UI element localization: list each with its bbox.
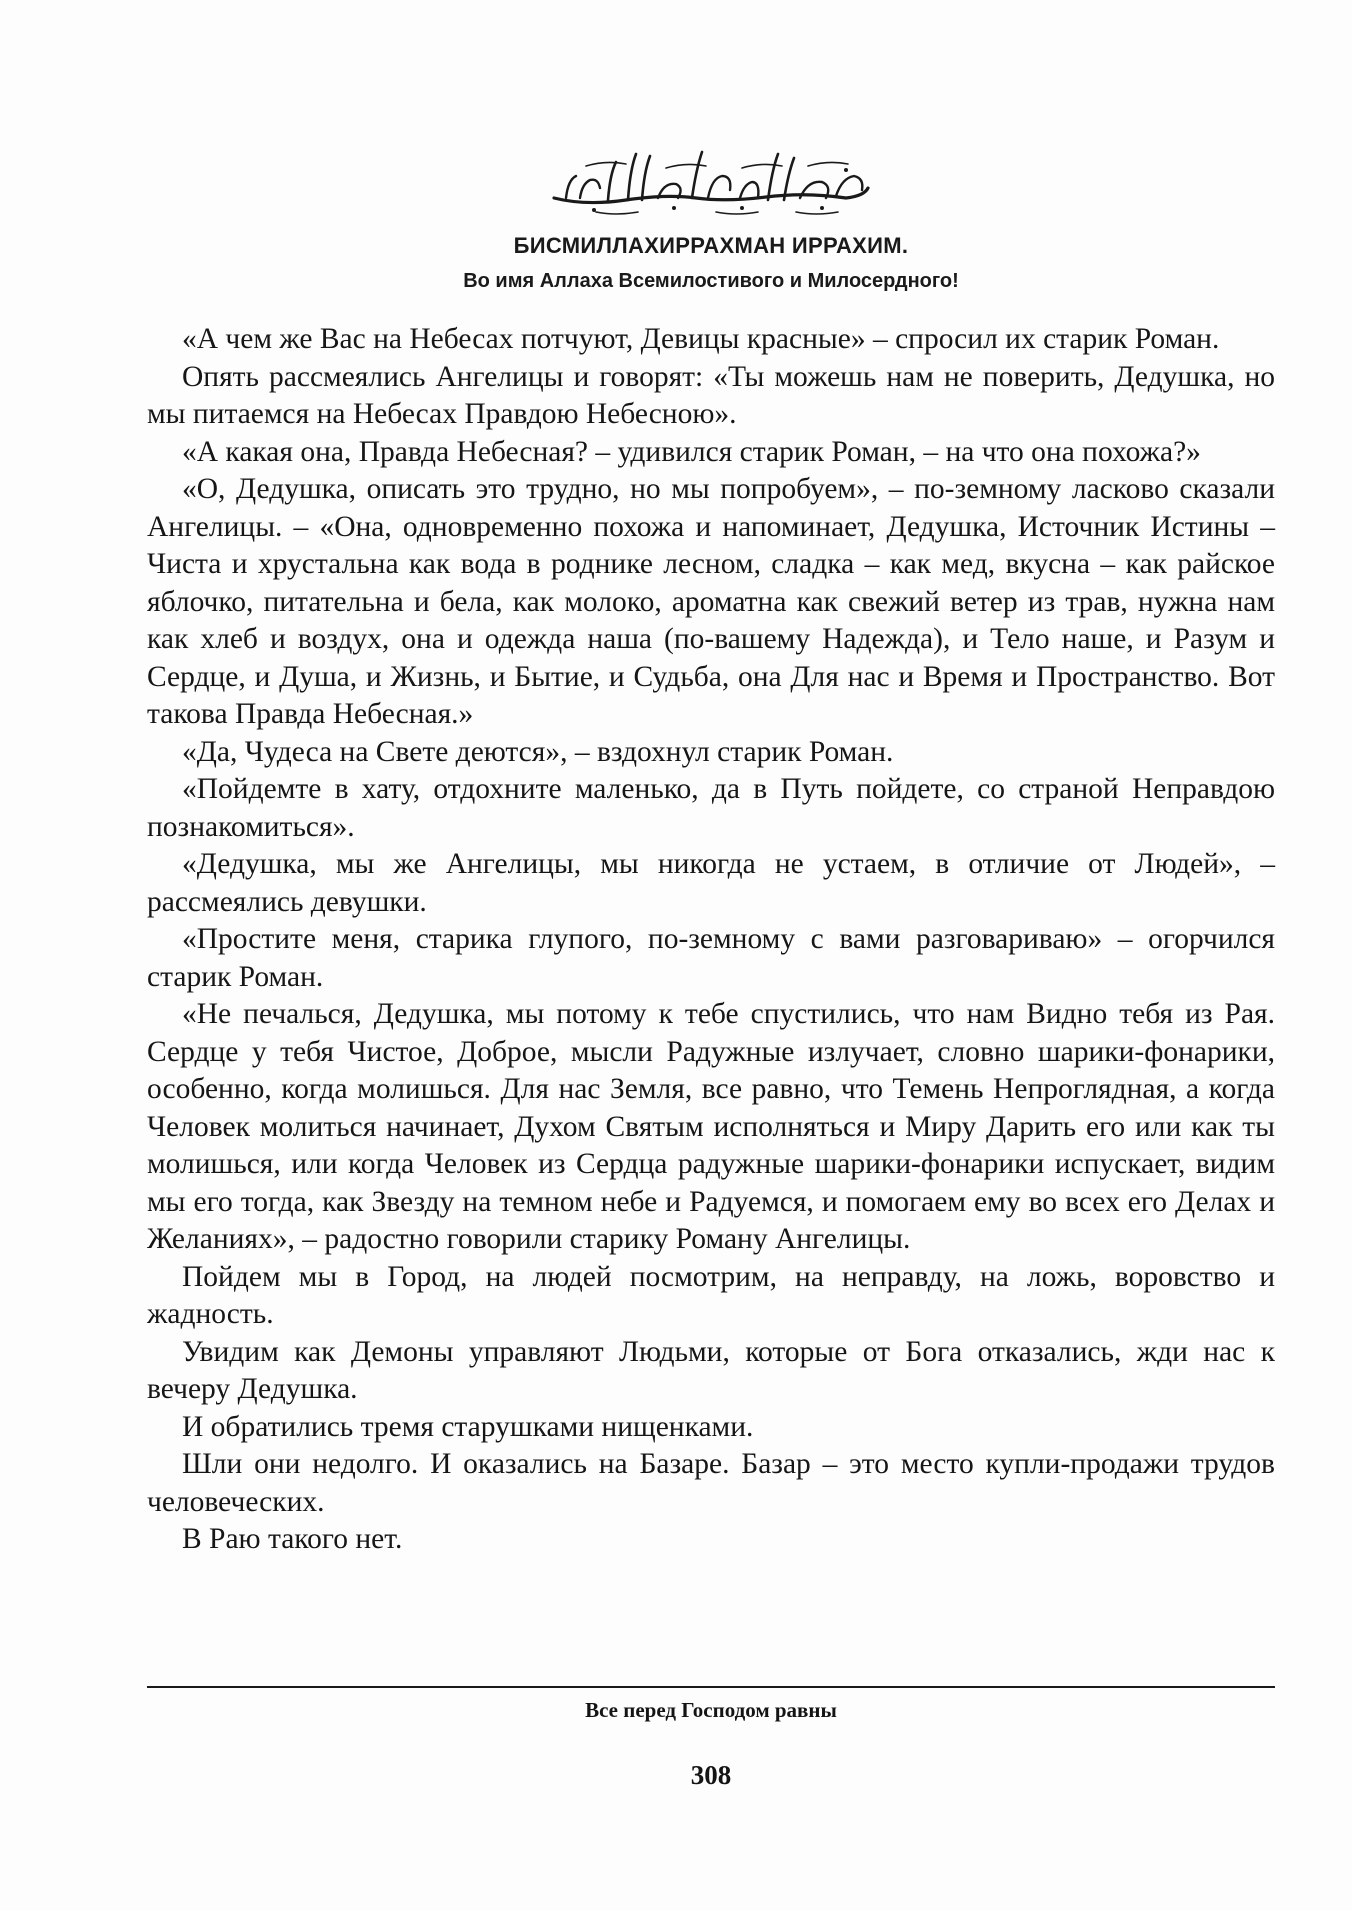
paragraph: Шли они недолго. И оказались на Базаре. Базар – это место купли-продажи трудов человеческих. bbox=[147, 1448, 1275, 1518]
header-title: БИСМИЛЛАХИРРАХМАН ИРРАХИМ. bbox=[513, 233, 909, 258]
paragraph: «А чем же Вас на Небесах потчуют, Девицы красные» – спросил их старик Роман. bbox=[182, 323, 1220, 355]
paragraph: «Не печалься, Дедушка, мы потому к тебе спустились, что нам Видно тебя из Рая. Сердце у тебя Чистое, Доброе, мысли Радужные излучает, словно шарики-фонарики, особенно, когда молишься. Для нас Земля, все равно, что Темень Непроглядная, а когда Человек молиться начинает, Духом Святым исполняться и Миру Дарить его или как ты молишься, или когда Человек из Сердца радужные шарики-фонарики испускает, видим мы его тогда, как Звезду на темном небе и Радуемся, и помогаем ему во всех его Делах и Желаниях», – радостно говорили старику Роману Ангелицы. bbox=[147, 998, 1275, 1255]
paragraph: «Простите меня, старика глупого, по-земному с вами разговариваю» – огорчился старик Роман. bbox=[147, 923, 1275, 993]
paragraph: Увидим как Демоны управляют Людьми, которые от Бога отказались, жди нас к вечеру Дедушка. bbox=[147, 1335, 1275, 1405]
paragraph: И обратились тремя старушками нищенками. bbox=[182, 1410, 754, 1443]
body-text bbox=[147, 321, 1275, 1559]
basmala-calligraphy bbox=[546, 140, 876, 222]
paragraph: Опять рассмеялись Ангелицы и говорят: «Ты можешь нам не поверить, Дедушка, но мы питаемся на Небесах Правдою Небесною». bbox=[147, 360, 1275, 430]
page-number: 308 bbox=[690, 1760, 732, 1790]
paragraph: Пойдем мы в Город, на людей посмотрим, на неправду, на ложь, воровство и жадность. bbox=[147, 1260, 1275, 1330]
header-subtitle: Во имя Аллаха Всемилостивого и Милосердного! bbox=[463, 270, 959, 292]
paragraph: В Раю такого нет. bbox=[182, 1523, 403, 1555]
running-footer-title: Все перед Господом равны bbox=[585, 1698, 837, 1722]
paragraph: «Да, Чудеса на Свете деются», – вздохнул старик Роман. bbox=[182, 735, 894, 768]
paragraph: «О, Дедушка, описать это трудно, но мы попробуем», – по-земному ласково сказали Ангелицы. – «Она, одновременно похожа и напоминает, Дедушка, Источник Истины – Чиста и хрустальна как вода в роднике лесном, сладка – как мед, вкусна – как райское яблочко, питательна и бела, как молоко, ароматна как свежий ветер из трав, нужна нам как хлеб и воздух, она и одежда наша (по-вашему Надежда), и Тело наше, и Разум и Сердце, и Душа, и Жизнь, и Бытие, и Судьба, она Для нас и Время и Пространство. Вот такова Правда Небесная.» bbox=[147, 473, 1275, 730]
paragraph: «Пойдемте в хату, отдохните маленько, да в Путь пойдете, со страной Неправдою познакомиться». bbox=[147, 773, 1275, 843]
page-header bbox=[147, 140, 1275, 294]
paragraph: «А какая она, Правда Небесная? – удивился старик Роман, – на что она похожа?» bbox=[182, 435, 1201, 468]
footer-divider bbox=[147, 1686, 1275, 1688]
paragraph: «Дедушка, мы же Ангелицы, мы никогда не устаем, в отличие от Людей», – рассмеялись девушки. bbox=[147, 848, 1275, 918]
